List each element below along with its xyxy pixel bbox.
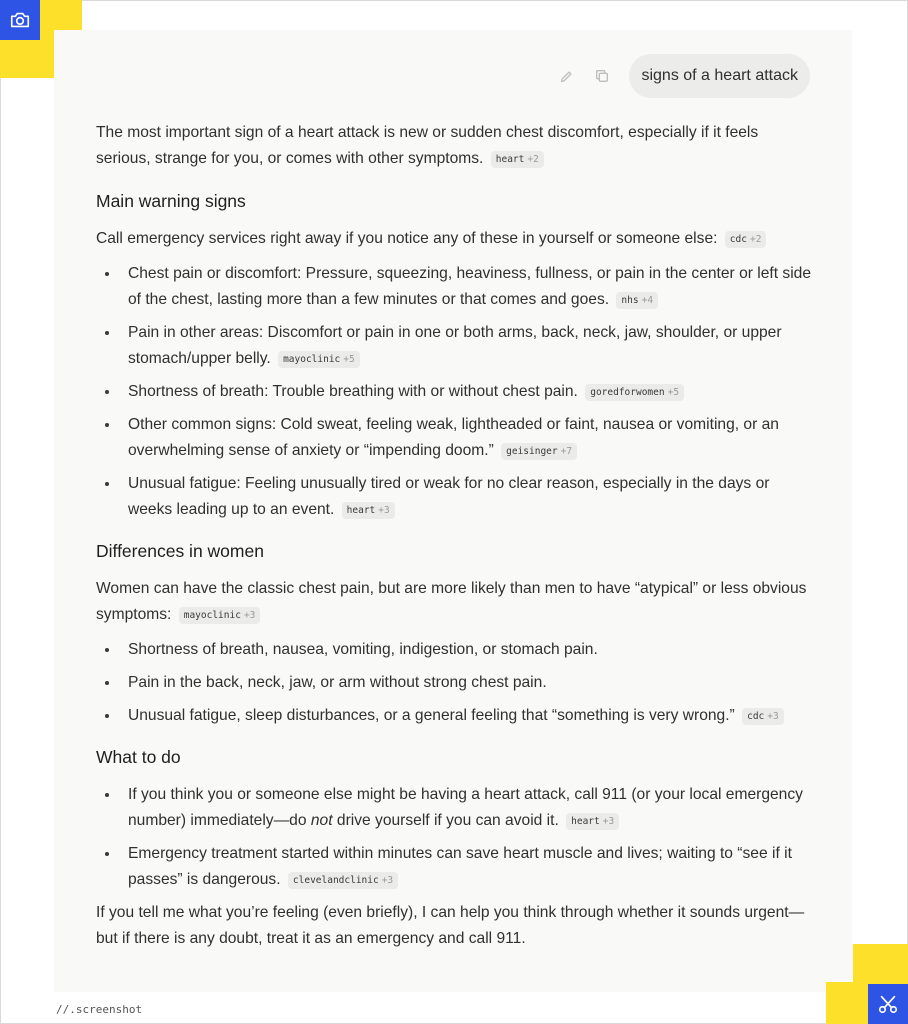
- scissors-button[interactable]: [868, 984, 908, 1024]
- section-heading-what-to-do: What to do: [96, 747, 181, 767]
- copy-message-button[interactable]: [593, 67, 611, 85]
- list-item: Shortness of breath: Trouble breathing with or without chest pain. goredforwomen +5: [96, 379, 816, 405]
- copy-icon: [594, 68, 610, 84]
- list-item: Shortness of breath, nausea, vomiting, indigestion, or stomach pain.: [96, 637, 816, 663]
- camera-icon: [9, 9, 31, 31]
- section-paragraph: Women can have the classic chest pain, but are more likely than men to have “atypical” or less obvious symptoms: mayoclinic +3: [96, 580, 807, 623]
- citation-chip[interactable]: heart +2: [491, 151, 544, 168]
- list-item: Other common signs: Cold sweat, feeling weak, lightheaded or faint, nausea or vomiting, or an overwhelming sense of anxiety or “impending doom.” geisinger +7: [96, 412, 816, 464]
- warning-signs-list: [96, 261, 816, 523]
- user-message-bubble: signs of a heart attack: [629, 54, 810, 98]
- citation-chip[interactable]: mayoclinic +5: [278, 351, 360, 368]
- section-heading-women: Differences in women: [96, 541, 264, 561]
- camera-button[interactable]: [0, 0, 40, 40]
- citation-chip[interactable]: heart +3: [566, 813, 619, 830]
- citation-chip[interactable]: geisinger +7: [501, 443, 577, 460]
- citation-chip[interactable]: heart +3: [342, 502, 395, 519]
- message-toolbar: [557, 54, 810, 98]
- list-item: If you think you or someone else might be having a heart attack, call 911 (or your local emergency number) immediately—do not drive yourself if you can avoid it. heart +3: [96, 782, 816, 834]
- list-item: Pain in the back, neck, jaw, or arm without strong chest pain.: [96, 670, 816, 696]
- footer-watermark: //.screenshot: [56, 1003, 143, 1016]
- list-item: Unusual fatigue, sleep disturbances, or a general feeling that “something is very wrong.” cdc +3: [96, 703, 816, 729]
- intro-paragraph: The most important sign of a heart attack is new or sudden chest discomfort, especially if it feels serious, strange for you, or comes with other symptoms. heart +2: [96, 124, 759, 167]
- citation-chip[interactable]: nhs +4: [616, 292, 658, 309]
- assistant-response: [96, 120, 816, 952]
- chat-panel: [54, 30, 852, 992]
- edit-message-button[interactable]: [557, 67, 575, 85]
- list-item: Chest pain or discomfort: Pressure, squeezing, heaviness, fullness, or pain in the center or left side of the chest, lasting more than a few minutes or that comes and goes. nhs +4: [96, 261, 816, 313]
- citation-chip[interactable]: cdc +3: [742, 708, 784, 725]
- what-to-do-list: [96, 782, 816, 893]
- list-item: Pain in other areas: Discomfort or pain in one or both arms, back, neck, jaw, shoulder, or upper stomach/upper belly. mayoclinic +5: [96, 320, 816, 372]
- section-paragraph: Call emergency services right away if you notice any of these in yourself or someone else: cdc +2: [96, 226, 816, 252]
- scissors-icon: [877, 993, 899, 1015]
- women-symptoms-list: [96, 637, 816, 729]
- citation-chip[interactable]: clevelandclinic +3: [288, 872, 398, 889]
- closing-paragraph: If you tell me what you’re feeling (even briefly), I can help you think through whether it sounds urgent—but if there is any doubt, treat it as an emergency and call 911.: [96, 904, 805, 947]
- citation-chip[interactable]: cdc +2: [725, 231, 767, 248]
- citation-chip[interactable]: goredforwomen +5: [585, 384, 684, 401]
- list-item: Unusual fatigue: Feeling unusually tired or weak for no clear reason, especially in the days or weeks leading up to an event. heart +3: [96, 471, 816, 523]
- citation-chip[interactable]: mayoclinic +3: [179, 607, 261, 624]
- pencil-icon: [559, 69, 574, 84]
- section-heading-warning-signs: Main warning signs: [96, 191, 246, 211]
- list-item: Emergency treatment started within minutes can save heart muscle and lives; waiting to “see if it passes” is dangerous. clevelandclinic +3: [96, 841, 816, 893]
